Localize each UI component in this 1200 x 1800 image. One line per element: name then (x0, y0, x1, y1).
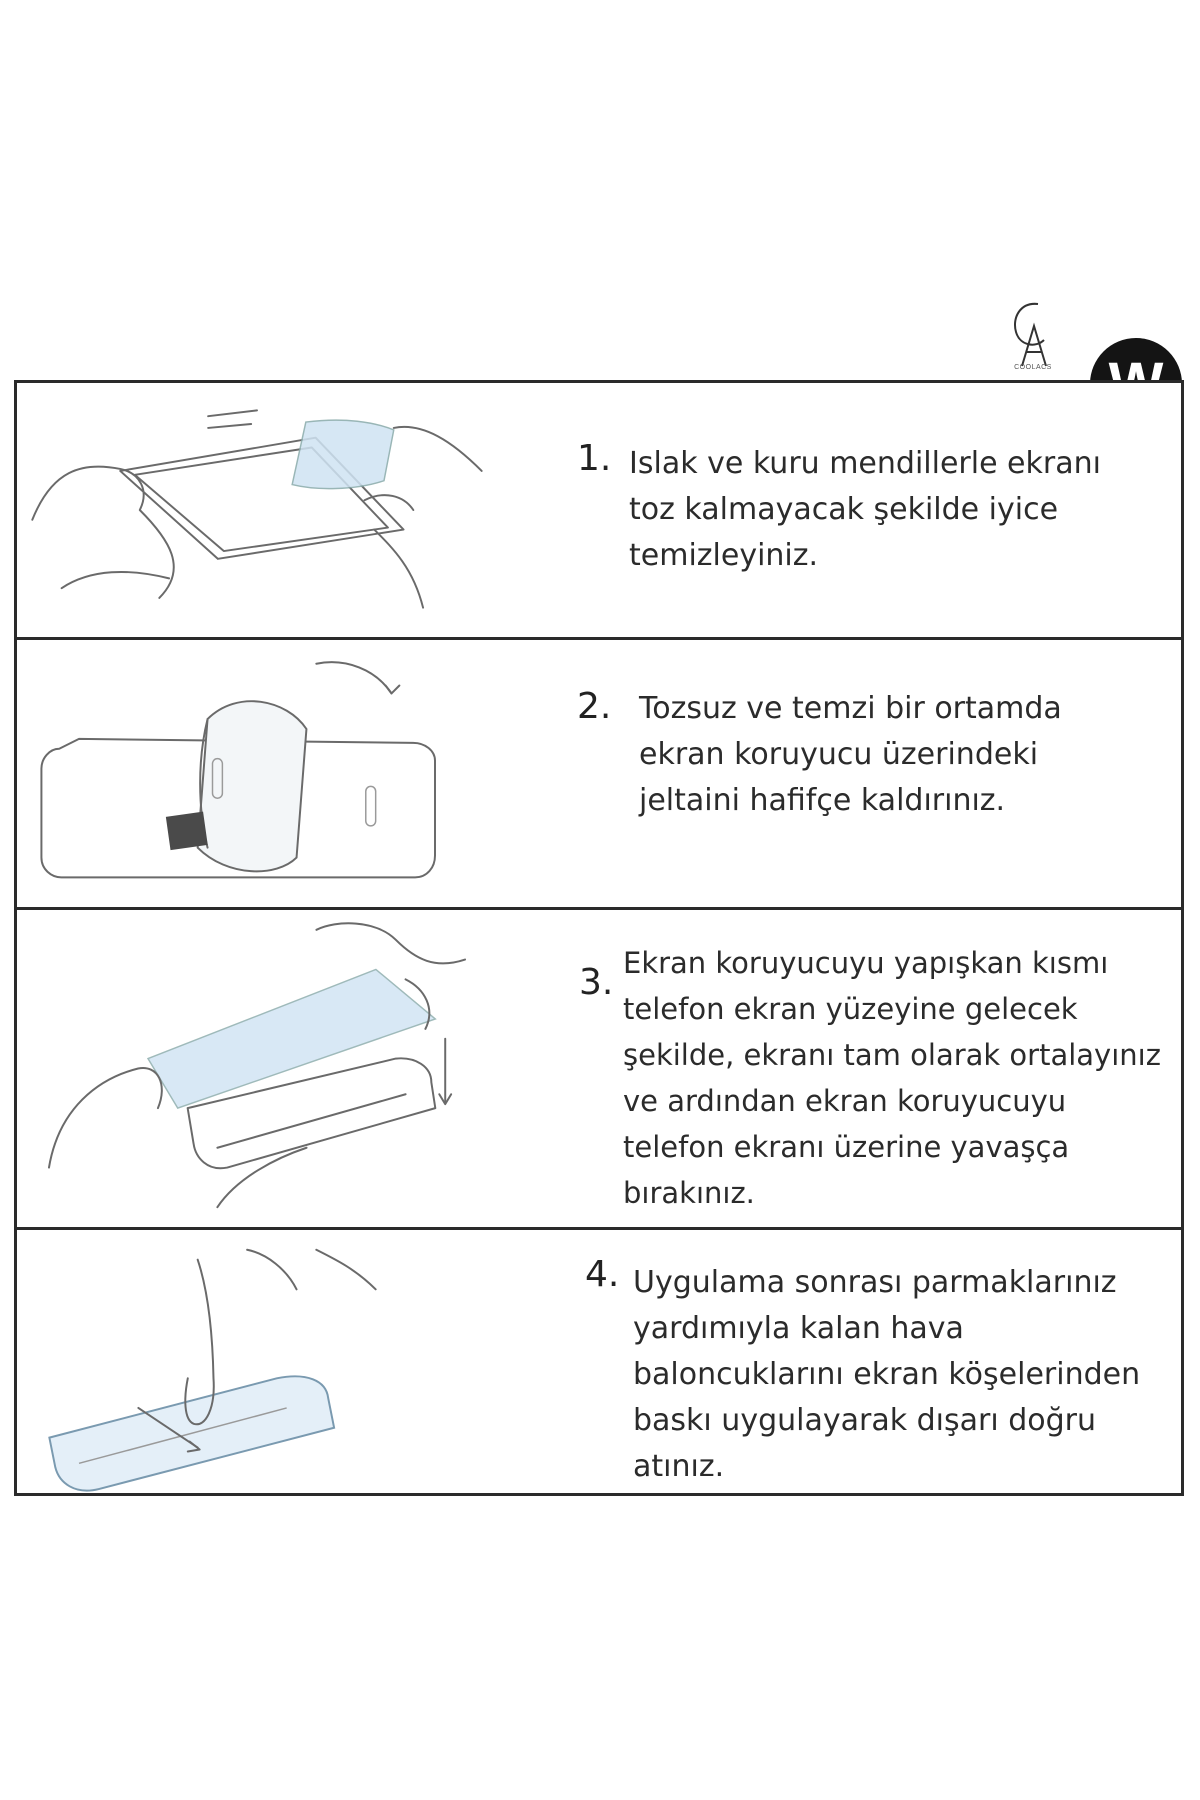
step-2-text: Tozsuz ve temzi bir ortamda ekran koruyucu üzerindeki jeltaini hafifçe kaldırınız. (639, 691, 1062, 818)
step-4-panel (14, 1230, 1184, 1496)
step-3-number: 3. (579, 962, 614, 1003)
step-4-text: Uygulama sonrası parmaklarınız yardımıyla kalan hava baloncuklarını ekran köşelerinden baskı uygulayarak dışarı doğru atınız. (633, 1265, 1141, 1484)
step-4-number: 4. (585, 1254, 620, 1295)
step-2-number: 2. (577, 686, 612, 727)
brand-caption: COOLACS (1014, 364, 1052, 371)
step-1-text: Islak ve kuru mendillerle ekranı toz kalmayacak şekilde iyice temizleyiniz. (629, 446, 1101, 573)
step-2-panel (14, 640, 1184, 910)
step-3-panel (14, 910, 1184, 1230)
step-1-panel (14, 380, 1184, 640)
peeling-film-illustration (17, 640, 497, 907)
placing-protector-illustration (17, 910, 497, 1227)
wiping-screen-illustration (17, 383, 497, 637)
step-1-number: 1. (577, 438, 612, 479)
step-3-text: Ekran koruyucuyu yapışkan kısmı telefon ekran yüzeyine gelecek şekilde, ekranı tam olarak ortalayınız ve ardından ekran koruyucuyu telefon ekranı üzerine yavaşça bırakınız. (623, 946, 1161, 1210)
pressing-bubbles-illustration (17, 1230, 497, 1493)
